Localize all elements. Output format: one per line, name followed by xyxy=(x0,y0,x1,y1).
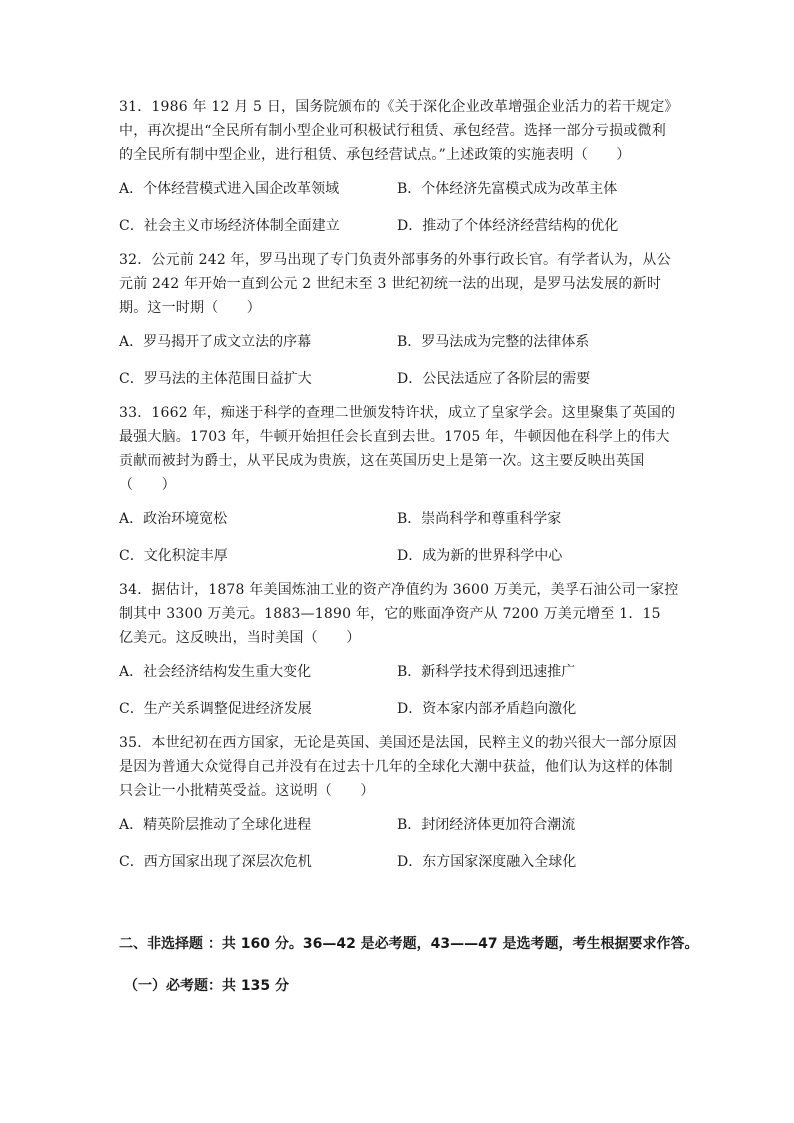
option-b: B．新科学技术得到迅速推广 xyxy=(397,664,576,680)
question-stem: 34．据估计，1878 年美国炼油工业的资产净值约为 3600 万美元，美孚石油公司一家控制其中 3300 万美元。1883—1890 年，它的账面净资产从 7200 万美元增至 1．15 亿美元。这反映出，当时美国（ ） xyxy=(119,582,679,646)
option-a: A．罗马揭开了成文立法的序幕 xyxy=(119,334,312,350)
option-b: B．崇尚科学和尊重科学家 xyxy=(397,511,562,527)
question-stem: 33．1662 年，痴迷于科学的查理二世颁发特许状，成立了皇家学会。这里聚集了英国的最强大脑。1703 年，牛顿开始担任会长直到去世。1705 年，牛顿因他在科学上的伟大贡献而被封为爵士，从平民成为贵族，这在英国历史上是第一次。这主要反映出英国（ ） xyxy=(119,405,676,493)
option-c: C．文化积淀丰厚 xyxy=(119,548,228,564)
option-grid xyxy=(119,507,679,568)
question-list xyxy=(119,95,679,884)
option-c: C．西方国家出现了深层次危机 xyxy=(119,854,312,870)
option-d: D．资本家内部矛盾趋向激化 xyxy=(397,701,577,717)
option-d: D．成为新的世界科学中心 xyxy=(397,548,563,564)
option-c: C．生产关系调整促进经济发展 xyxy=(119,701,312,717)
option-b: B．罗马法成为完整的法律体系 xyxy=(397,334,590,350)
option-a: A．社会经济结构发生重大变化 xyxy=(119,664,312,680)
option-grid xyxy=(119,177,679,238)
question-32 xyxy=(119,248,679,391)
question-stem: 31．1986 年 12 月 5 日，国务院颁布的《关于深化企业改革增强企业活力的若干规定》中，再次提出“全民所有制小型企业可积极试行租赁、承包经营。选择一部分亏损或微利的全民所有制中型企业，进行租赁、承包经营试点。”上述政策的实施表明（ ） xyxy=(119,99,679,163)
option-d: D．公民法适应了各阶层的需要 xyxy=(397,371,591,387)
option-c: C．罗马法的主体范围日益扩大 xyxy=(119,371,312,387)
question-34 xyxy=(119,578,679,721)
option-d: D．东方国家深度融入全球化 xyxy=(397,854,577,870)
question-33 xyxy=(119,401,679,568)
section-heading: 二、非选择题 ：共 160 分。36—42 是必考题，43——47 是选考题，考生根据要求作答。 xyxy=(119,936,699,952)
option-d: D．推动了个体经济经营结构的优化 xyxy=(397,218,619,234)
question-31 xyxy=(119,95,679,238)
option-grid xyxy=(119,813,679,874)
option-b: B．封闭经济体更加符合潮流 xyxy=(397,817,576,833)
option-grid xyxy=(119,660,679,721)
subsection-heading: （一）必考题：共 135 分 xyxy=(124,978,289,994)
option-b: B．个体经济先富模式成为改革主体 xyxy=(397,181,618,197)
option-grid xyxy=(119,330,679,391)
option-c: C．社会主义市场经济体制全面建立 xyxy=(119,218,340,234)
question-stem: 32．公元前 242 年，罗马出现了专门负责外部事务的外事行政长官。有学者认为，从公元前 242 年开始一直到公元 2 世纪末至 3 世纪初统一法的出现，是罗马法发展的新时期。这一时期（ ） xyxy=(119,252,671,316)
question-stem: 35．本世纪初在西方国家，无论是英国、美国还是法国，民粹主义的勃兴很大一部分原因是因为普通大众觉得自己并没有在过去十几年的全球化大潮中获益，他们认为这样的体制只会让一小批精英受益。这说明（ ） xyxy=(119,735,677,799)
option-a: A．精英阶层推动了全球化进程 xyxy=(119,817,312,833)
question-35 xyxy=(119,731,679,874)
option-a: A．个体经营模式进入国企改革领域 xyxy=(119,181,340,197)
option-a: A．政治环境宽松 xyxy=(119,511,228,527)
